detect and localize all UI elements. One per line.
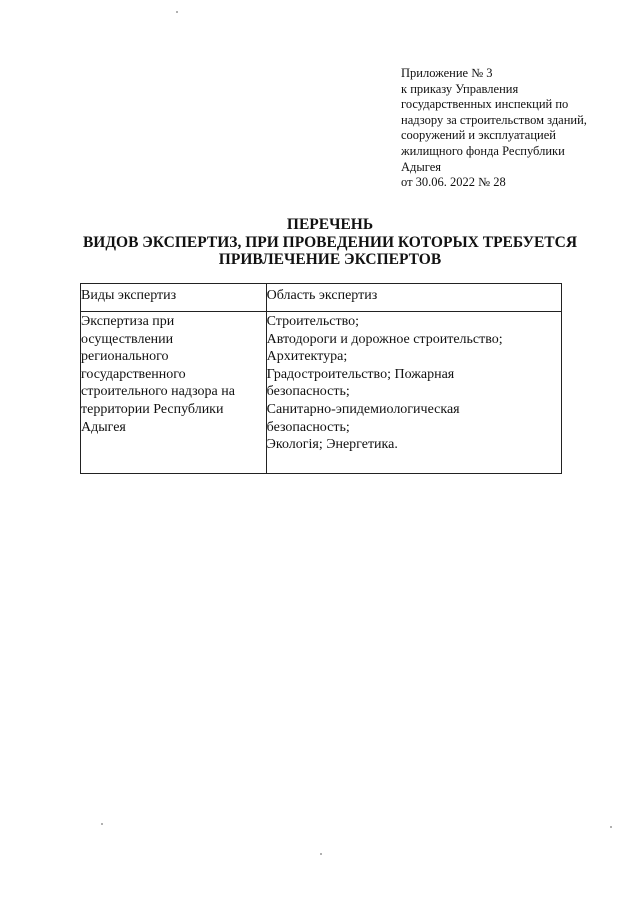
- table-header-row: [81, 284, 562, 312]
- cell-line: Автодороги и дорожное строительство;: [266, 331, 503, 347]
- expertise-table: [80, 283, 562, 474]
- cell-line: регионального: [81, 349, 169, 365]
- cell-line: Санитарно-эпидемиологическая: [266, 401, 460, 417]
- appendix-line: жилищного фонда Республики: [401, 143, 565, 158]
- appendix-line: Приложение № 3: [401, 66, 493, 80]
- cell-line: территории Республики: [81, 401, 224, 417]
- scan-speck: [176, 11, 178, 13]
- appendix-line: сооружений и эксплуатацией: [401, 128, 556, 143]
- cell-line: Архитектура;: [266, 349, 348, 365]
- cell-line: государственного: [81, 366, 186, 382]
- title-line: ПЕРЕЧЕНЬ: [286, 216, 374, 233]
- title-line: ПРИВЛЕЧЕНИЕ ЭКСПЕРТОВ: [218, 251, 442, 268]
- expertise-type-cell: [81, 312, 267, 474]
- cell-line: Строительство;: [266, 314, 359, 329]
- appendix-line: государственных инспекций по: [401, 97, 569, 112]
- appendix-line: надзору за строительством зданий,: [401, 112, 587, 127]
- header-expertise-areas: Область экспертиз: [266, 284, 561, 312]
- scan-speck: [101, 823, 103, 825]
- document-title: [60, 216, 600, 269]
- scan-speck: [320, 853, 322, 855]
- table-row: [81, 312, 562, 474]
- appendix-reference: [401, 66, 611, 191]
- cell-line: безопасность;: [266, 419, 350, 435]
- cell-line: Адыгея: [81, 419, 126, 435]
- cell-line: строительного надзора на: [81, 384, 235, 400]
- appendix-date-line: от 30.06. 2022 № 28: [401, 175, 506, 190]
- appendix-line: Адыгея: [401, 159, 442, 174]
- title-line: ВИДОВ ЭКСПЕРТИЗ, ПРИ ПРОВЕДЕНИИ КОТОРЫХ ТРЕБУЕТСЯ: [82, 233, 578, 251]
- cell-line: осуществлении: [81, 331, 174, 347]
- cell-line: Градостроительство; Пожарная: [266, 366, 455, 382]
- cell-line: Экспертиза при: [81, 314, 175, 329]
- expertise-area-cell: [266, 312, 561, 474]
- cell-line: Экологія; Энергетика.: [266, 437, 398, 453]
- appendix-line: к приказу Управления: [401, 81, 519, 96]
- cell-line: безопасность;: [266, 384, 350, 400]
- header-expertise-types: Виды экспертиз: [81, 284, 267, 312]
- scan-speck: [610, 826, 612, 828]
